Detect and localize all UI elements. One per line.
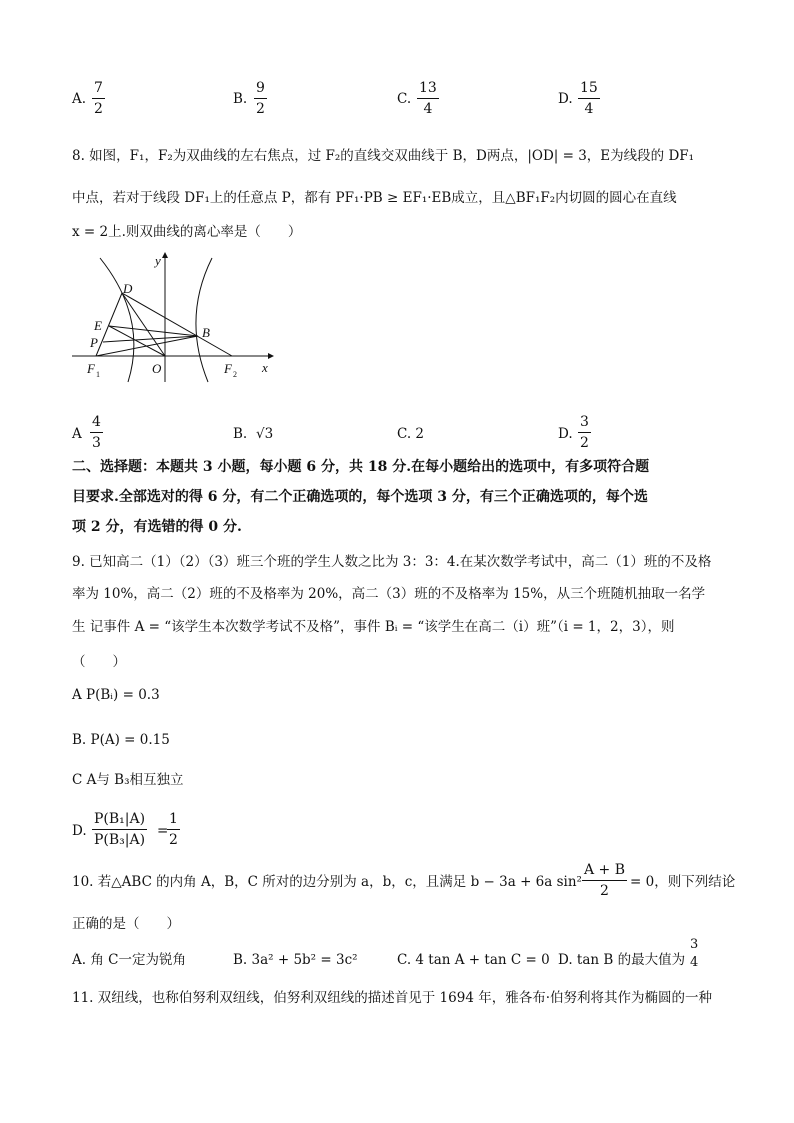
q8-a-numerator: 4	[90, 414, 103, 433]
q9-d-result-denominator: 2	[169, 832, 178, 848]
q8-option-c: C. 2	[397, 426, 425, 442]
q7-option-d-label: D.	[558, 91, 573, 107]
q7-option-a-fraction	[92, 80, 105, 117]
x-axis-arrow	[268, 353, 274, 359]
q10-line-1-end: = 0，则下列结论	[630, 874, 736, 890]
q8-line-3: x = 2上.则双曲线的离心率是（ ）	[72, 224, 302, 240]
label-x: x	[262, 360, 268, 375]
q9-option-d-label: D.	[72, 823, 87, 839]
q7-option-a-label: A.	[72, 91, 87, 107]
segment-e-b	[109, 326, 198, 336]
q10-line-1: 10. 若△ABC 的内角 A，B，C 所对的边分别为 a，b，c，且满足 b − 3a + 6a sin²	[72, 874, 582, 890]
q8-option-b-value: √3	[256, 426, 274, 442]
q9-d-numerator: P(B₁|A)	[92, 811, 147, 830]
section-2-line-2: 目要求.全部选对的得 6 分，有二个正确选项的，每个选项 3 分，有三个正确选项的，每个选	[72, 489, 648, 505]
q9-line-1: 9. 已知高二（1）（2）（3）班三个班的学生人数之比为 3：3：4.在某次数学考试中，高二（1）班的不及格	[72, 554, 712, 570]
label-f2: F	[224, 361, 232, 376]
label-p: P	[90, 335, 98, 350]
q8-option-d-fraction	[578, 414, 591, 451]
q7-d-denominator: 4	[584, 101, 594, 117]
q10-numerator: A + B	[582, 862, 627, 881]
q10-option-d-fraction	[688, 938, 700, 970]
label-b: B	[202, 325, 210, 340]
q8-option-a-fraction	[90, 414, 103, 451]
q9-d-result-numerator: 1	[167, 811, 180, 830]
q10-line-2: 正确的是（ ）	[72, 916, 180, 932]
q9-option-c: C A与 B₃相互独立	[72, 772, 184, 788]
label-d: D	[123, 281, 133, 296]
q7-option-d-fraction	[578, 80, 600, 117]
q7-a-denominator: 2	[94, 101, 103, 117]
section-2-line-3: 项 2 分，有选错的得 0 分.	[72, 519, 242, 535]
q10-option-d: D. tan B 的最大值为	[558, 952, 686, 968]
q9-option-d-fraction	[92, 811, 147, 848]
hyperbola-right-branch	[196, 258, 212, 382]
q7-option-b-fraction	[254, 80, 267, 117]
q7-option-c-label: C.	[397, 91, 412, 107]
q9-option-b: B. P(A) = 0.15	[72, 732, 170, 748]
q8-option-b-label: B.	[233, 426, 248, 442]
q7-a-numerator: 7	[92, 80, 105, 99]
q9-line-4: （ ）	[72, 654, 126, 670]
q8-d-numerator: 3	[578, 414, 591, 433]
q9-option-a: A P(Bᵢ) = 0.3	[72, 687, 160, 703]
label-f2-sub: 2	[233, 370, 237, 379]
label-f1-sub: 1	[96, 370, 100, 379]
q10-d-numerator: 3	[690, 937, 699, 952]
q7-option-b-label: B.	[233, 91, 248, 107]
q10-option-c: C. 4 tan A + tan C = 0	[397, 952, 550, 968]
q9-line-3: 生 记事件 A = “该学生本次数学考试不及格”，事件 Bᵢ = “该学生在高二（i）班”（i = 1，2，3），则	[72, 619, 675, 635]
q9-option-d-equals: =	[157, 823, 169, 839]
section-2-line-1: 二、选择题：本题共 3 小题，每小题 6 分，共 18 分.在每小题给出的选项中，有多项符合题	[72, 459, 650, 475]
q7-b-numerator: 9	[254, 80, 267, 99]
q9-option-d-result	[167, 811, 180, 848]
y-axis-arrow	[162, 252, 168, 258]
label-f1: F	[87, 361, 95, 376]
q9-d-denominator: P(B₃|A)	[94, 832, 146, 848]
q8-option-a-label: A	[72, 426, 82, 442]
q7-d-numerator: 15	[578, 80, 600, 99]
line-d-f2	[122, 293, 232, 356]
q11-line-1: 11. 双纽线，也称伯努利双纽线，伯努利双纽线的描述首见于 1694 年，雅各布·伯努利将其作为椭圆的一种	[72, 990, 712, 1006]
q7-b-denominator: 2	[256, 101, 265, 117]
q7-option-c-fraction	[417, 80, 439, 117]
q10-fraction	[582, 862, 627, 899]
label-e: E	[94, 318, 102, 333]
q9-line-2: 率为 10%，高二（2）班的不及格率为 20%，高二（3）班的不及格率为 15%，从三个班随机抽取一名学	[72, 586, 706, 602]
q8-line-2: 中点，若对于线段 DF₁上的任意点 P，都有 PF₁·PB ≥ EF₁·EB成立，且△BF₁F₂内切圆的圆心在直线	[72, 190, 677, 206]
hyperbola-left-branch	[100, 258, 134, 382]
q10-denominator: 2	[600, 883, 609, 899]
q10-d-denominator: 4	[690, 955, 699, 970]
q7-c-numerator: 13	[417, 80, 439, 99]
q10-option-b: B. 3a² + 5b² = 3c²	[233, 952, 358, 968]
q8-a-denominator: 3	[92, 435, 101, 451]
q7-c-denominator: 4	[423, 101, 433, 117]
q8-d-denominator: 2	[580, 435, 589, 451]
hyperbola-figure	[70, 250, 280, 385]
label-o: O	[152, 361, 162, 376]
q10-option-a: A. 角 C一定为锐角	[72, 952, 186, 968]
q8-option-d-label: D.	[558, 426, 573, 442]
q8-line-1: 8. 如图，F₁，F₂为双曲线的左右焦点，过 F₂的直线交双曲线于 B，D两点，|OD| = 3，E为线段的 DF₁	[72, 148, 695, 164]
label-y: y	[155, 253, 161, 268]
